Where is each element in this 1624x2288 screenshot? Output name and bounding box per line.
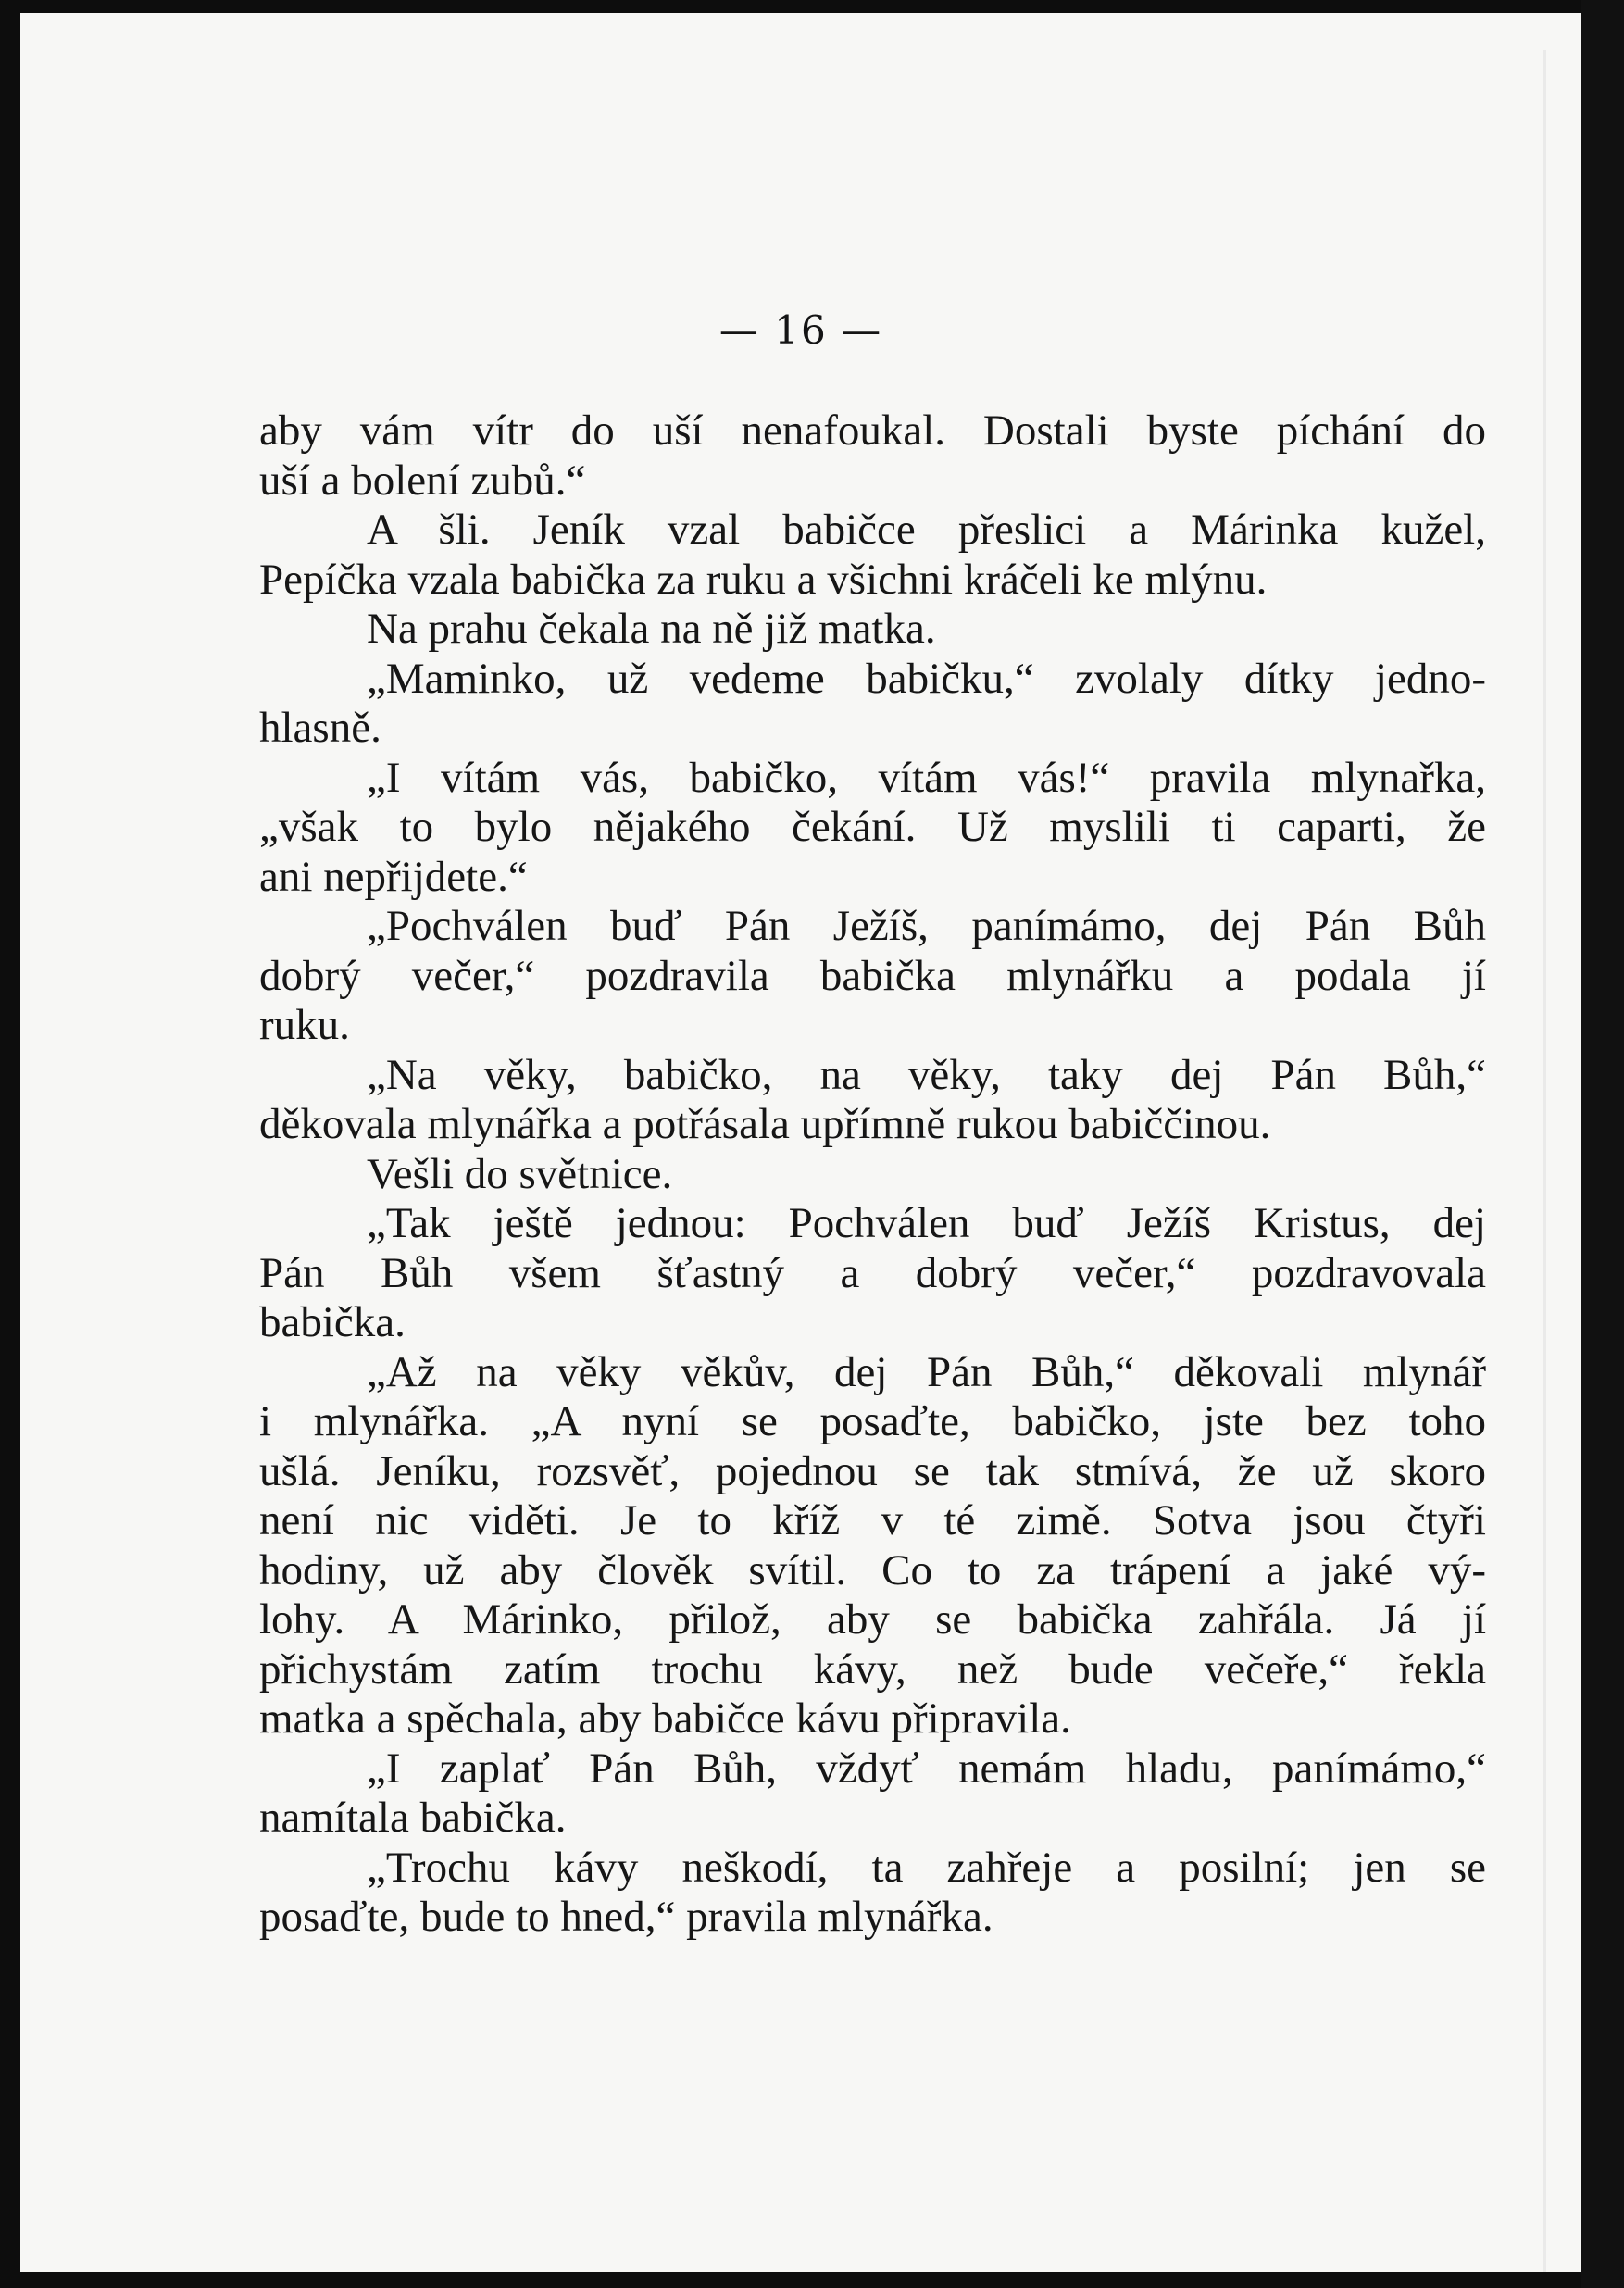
text-line: „Trochu kávy neškodí, ta zahřeje a posilní; jen se [367, 1843, 1486, 1892]
text-line: Vešli do světnice. [367, 1149, 673, 1198]
text-line: přichystám zatím trochu kávy, než bude večeře,“ řekla [259, 1644, 1486, 1694]
text-line: dobrý večer,“ pozdravila babička mlynářku a podala jí [259, 951, 1486, 1000]
text-line: děkovala mlynářka a potřásala upřímně rukou babiččinou. [259, 1100, 1271, 1148]
text-line: Na prahu čekala na ně již matka. [367, 605, 936, 653]
text-line: lohy. A Márinko, přilož, aby se babička zahřála. Já jí [259, 1595, 1486, 1644]
text-line: ruku. [259, 1001, 350, 1049]
text-line: ani nepřijdete.“ [259, 852, 528, 901]
text-line: „Pochválen buď Pán Ježíš, panímámo, dej Pán Bůh [367, 902, 1486, 950]
text-line: namítala babička. [259, 1794, 567, 1842]
page-edge-shadow [1543, 50, 1546, 2272]
text-line: „Tak ještě jednou: Pochválen buď Ježíš Kristus, dej [367, 1199, 1486, 1247]
text-line: uší a bolení zubů.“ [259, 456, 586, 505]
text-line: aby vám vítr do uší nenafoukal. Dostali byste píchání do [259, 406, 1486, 455]
text-line: posaďte, bude to hned,“ pravila mlynářka. [259, 1893, 993, 1941]
text-line: matka a spěchala, aby babičce kávu připravila. [259, 1694, 1071, 1743]
text-line: není nic viděti. Je to kříž v té zimě. Sotva jsou čtyři [259, 1496, 1486, 1544]
text-line: „však to bylo nějakého čekání. Už myslili ti caparti, že [259, 803, 1486, 851]
text-line: ušlá. Jeníku, rozsvěť, pojednou se tak stmívá, že už skoro [259, 1446, 1486, 1495]
book-page [20, 13, 1581, 2272]
text-line: „I vítám vás, babičko, vítám vás!“ pravila mlynařka, [367, 753, 1486, 802]
text-line: hodiny, už aby člověk svítil. Co to za trápení a jaké vý- [259, 1545, 1486, 1594]
body-text [259, 406, 1486, 1943]
text-line: „Na věky, babičko, na věky, taky dej Pán Bůh,“ [367, 1050, 1486, 1099]
text-line: i mlynářka. „A nyní se posaďte, babičko, jste bez toho [259, 1397, 1486, 1445]
text-line: A šli. Jeník vzal babičce přeslici a Márinka kužel, [367, 506, 1486, 554]
text-line: Pán Bůh všem šťastný a dobrý večer,“ pozdravovala [259, 1248, 1486, 1297]
text-line: „Až na věky věkův, dej Pán Bůh,“ děkovali mlynář [367, 1347, 1486, 1396]
text-line: hlasně. [259, 704, 381, 752]
text-line: „Maminko, už vedeme babičku,“ zvolaly dítky jedno- [367, 654, 1486, 703]
text-line: „I zaplať Pán Bůh, vždyť nemám hladu, panímámo,“ [367, 1744, 1486, 1793]
text-line: Pepíčka vzala babička za ruku a všichni kráčeli ke mlýnu. [259, 555, 1268, 604]
scan-border-right [1581, 0, 1624, 2288]
page-number: — 16 — [718, 307, 883, 353]
text-line: babička. [259, 1298, 406, 1346]
